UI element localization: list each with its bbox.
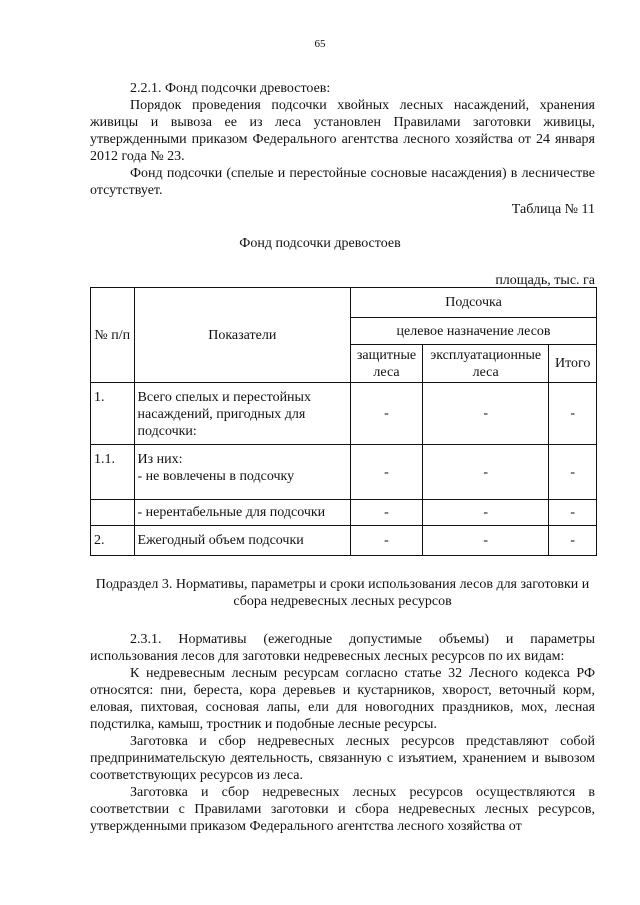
cell-exploitation: - xyxy=(422,526,549,556)
header-num: № п/п xyxy=(91,288,135,383)
header-purpose: целевое назначение лесов xyxy=(351,318,597,345)
subsection-title: Подраздел 3. Нормативы, параметры и сроки использования лесов для заготовки и сбора недревесных лесных ресурсов xyxy=(95,577,590,609)
header-total: Итого xyxy=(549,345,597,383)
header-indicators: Показатели xyxy=(134,288,351,383)
header-exploitation: эксплуатационные леса xyxy=(422,345,549,383)
header-tapping: Подсочка xyxy=(351,288,597,318)
row-num xyxy=(91,500,135,526)
row-label: - нерентабельные для подсочки xyxy=(134,500,351,526)
section-2-2-1 xyxy=(90,80,595,199)
section-heading: 2.2.1. Фонд подсочки древостоев: xyxy=(130,81,331,96)
row-num: 2. xyxy=(91,526,135,556)
cell-exploitation: - xyxy=(422,383,549,445)
cell-exploitation: - xyxy=(422,500,549,526)
paragraph: Порядок проведения подсочки хвойных лесных насаждений, хранения живицы и вывоза ее из леса установлен Правилами заготовки живицы, утвержденными приказом Федерального агентства лесного хозяйства от 24 января 2012 года № 23. xyxy=(90,98,595,164)
tapping-fund-table xyxy=(90,287,597,556)
cell-protective: - xyxy=(351,383,423,445)
table-header-row xyxy=(91,288,597,318)
paragraph: Фонд подсочки (спелые и перестойные сосновые насаждения) в лесничестве отсутствует. xyxy=(90,166,595,198)
row-label: Всего спелых и перестойных насаждений, пригодных для подсочки: xyxy=(134,383,351,445)
section-2-3-1 xyxy=(90,631,595,835)
paragraph: Заготовка и сбор недревесных лесных ресурсов представляют собой предпринимательскую деятельность, связанную с изъятием, хранением и вывозом соответствующих ресурсов из леса. xyxy=(90,734,595,783)
table-title: Фонд подсочки древостоев xyxy=(239,236,401,251)
cell-total: - xyxy=(549,526,597,556)
paragraph: Заготовка и сбор недревесных лесных ресурсов осуществляются в соответствии с Правилами заготовки и сбора недревесных лесных ресурсов, утвержденными приказом Федерального агентства лесного хозяйства от xyxy=(90,785,595,834)
table-row xyxy=(91,383,597,445)
table-row xyxy=(91,500,597,526)
cell-total: - xyxy=(549,500,597,526)
cell-exploitation: - xyxy=(422,445,549,500)
page-number: 65 xyxy=(314,38,326,50)
cell-total: - xyxy=(549,445,597,500)
cell-protective: - xyxy=(351,445,423,500)
row-num: 1.1. xyxy=(91,445,135,500)
header-protective: защитные леса xyxy=(351,345,423,383)
table-row xyxy=(91,526,597,556)
row-label: Из них: - не вовлечены в подсочку xyxy=(134,445,351,500)
cell-protective: - xyxy=(351,500,423,526)
cell-protective: - xyxy=(351,526,423,556)
paragraph: К недревесным лесным ресурсам согласно статье 32 Лесного кодекса РФ относятся: пни, береста, кора деревьев и кустарников, хворост, веточный корм, еловая, пихтовая, сосновая лапы, ели для новогодних праздников, мох, лесная подстилка, камыш, тростник и подобные лесные ресурсы. xyxy=(90,666,595,732)
paragraph: 2.3.1. Нормативы (ежегодные допустимые объемы) и параметры использования лесов для заготовки недревесных лесных ресурсов по их видам: xyxy=(90,632,595,664)
row-label: Ежегодный объем подсочки xyxy=(134,526,351,556)
table-row xyxy=(91,445,597,500)
table-number: Таблица № 11 xyxy=(511,202,595,217)
table-unit: площадь, тыс. га xyxy=(495,273,595,288)
cell-total: - xyxy=(549,383,597,445)
row-num: 1. xyxy=(91,383,135,445)
